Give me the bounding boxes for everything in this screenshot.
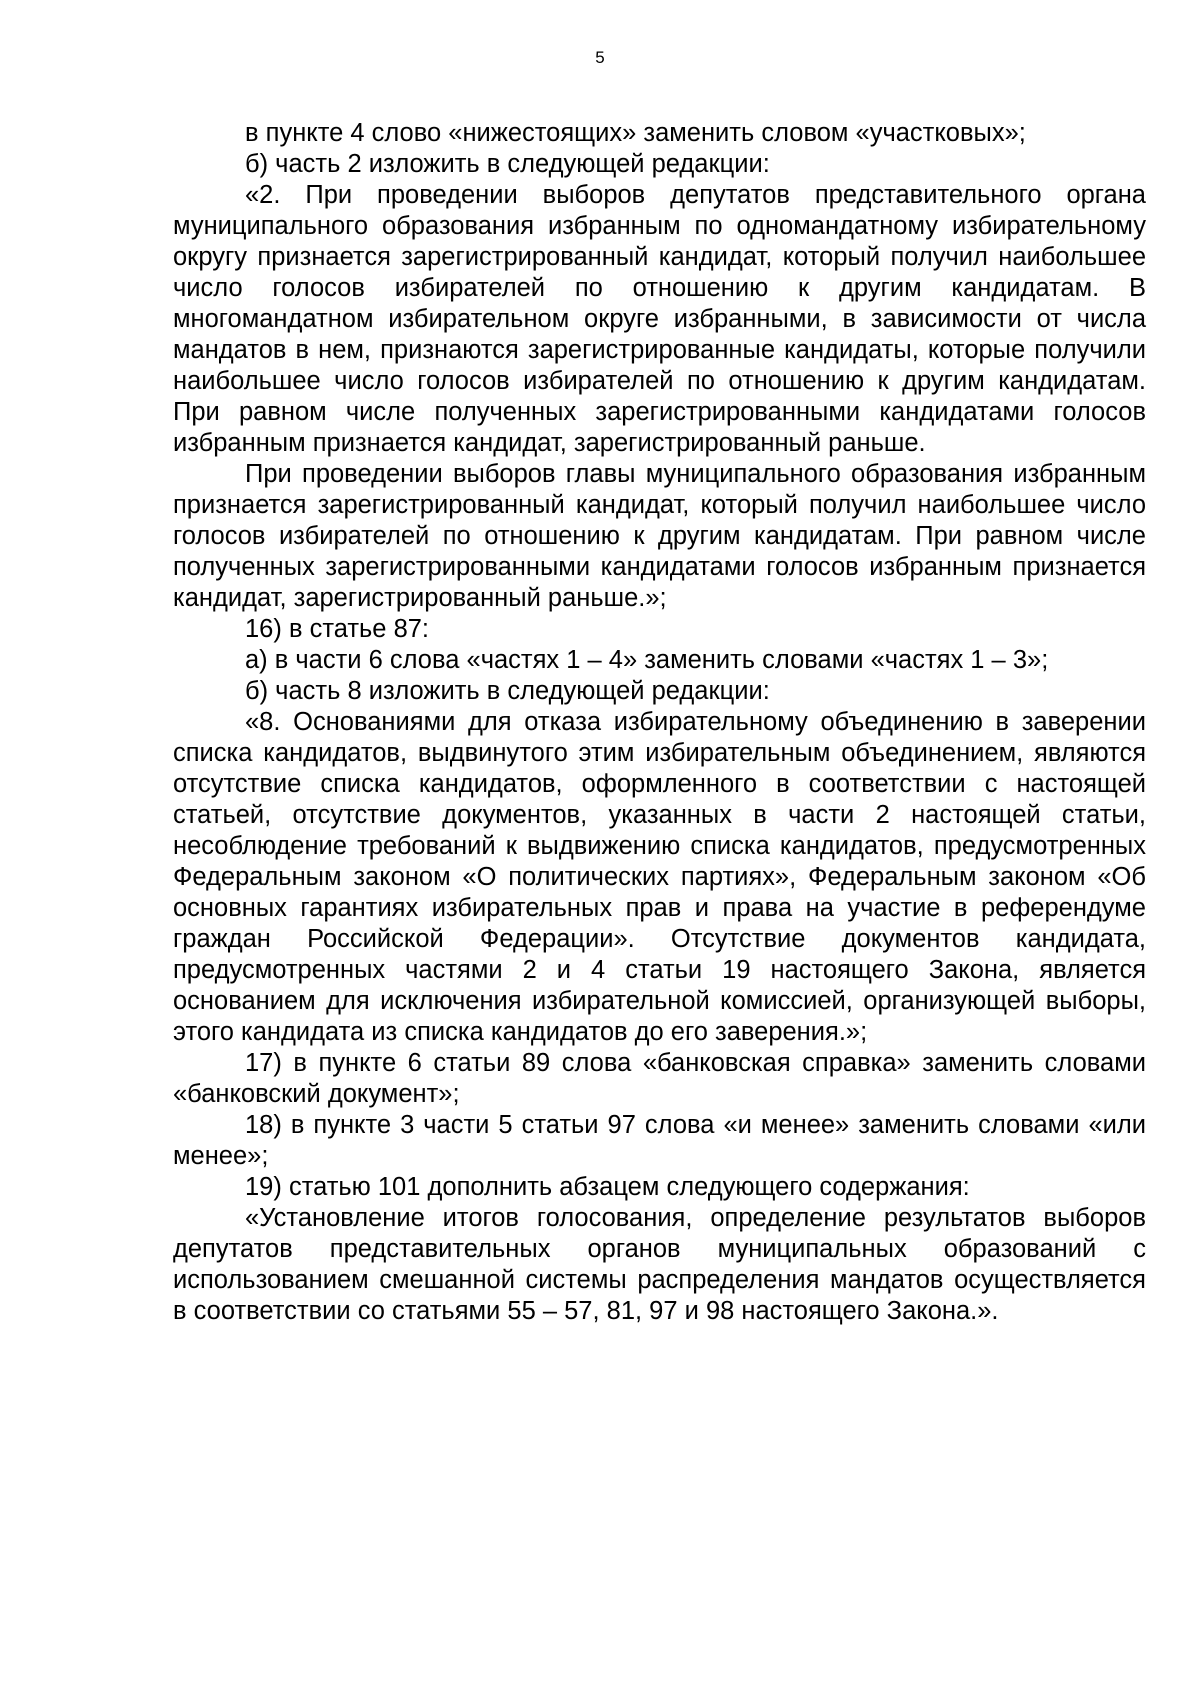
paragraph: 19) статью 101 дополнить абзацем следующего содержания:: [245, 1173, 970, 1201]
paragraph: При проведении выборов главы муниципального образования избранным признается зарегистрированный кандидат, который получил наибольшее число голосов избирателей по отношению к другим кандидатам. При равном числе полученных зарегистрированными кандидатами голосов избранным признается кандидат, зарегистрированный раньше.»;: [173, 460, 1146, 612]
page-number: 5: [595, 48, 605, 67]
paragraph: б) часть 2 изложить в следующей редакции:: [245, 150, 770, 178]
paragraph: а) в части 6 слова «частях 1 – 4» заменить словами «частях 1 – 3»;: [245, 646, 1049, 674]
paragraph: «2. При проведении выборов депутатов представительного органа муниципального образования избранным по одномандатному избирательному округу признается зарегистрированный кандидат, который получил наибольшее число голосов избирателей по отношению к другим кандидатам. В многомандатном избирательном округе избранными, в зависимости от числа мандатов в нем, признаются зарегистрированные кандидаты, которые получили наибольшее число голосов избирателей по отношению к другим кандидатам. При равном числе полученных зарегистрированными кандидатами голосов избранным признается кандидат, зарегистрированный раньше.: [173, 181, 1146, 457]
paragraph: 16) в статье 87:: [245, 615, 430, 643]
paragraph: в пункте 4 слово «нижестоящих» заменить словом «участковых»;: [245, 119, 1026, 147]
paragraph: б) часть 8 изложить в следующей редакции:: [245, 677, 770, 705]
paragraph: 18) в пункте 3 части 5 статьи 97 слова «и менее» заменить словами «или менее»;: [173, 1111, 1146, 1170]
paragraph: 17) в пункте 6 статьи 89 слова «банковская справка» заменить словами «банковский документ»;: [173, 1049, 1146, 1108]
paragraph: «8. Основаниями для отказа избирательному объединению в заверении списка кандидатов, выдвинутого этим избирательным объединением, являются отсутствие списка кандидатов, оформленного в соответствии с настоящей статьей, отсутствие документов, указанных в части 2 настоящей статьи, несоблюдение требований к выдвижению списка кандидатов, предусмотренных Федеральным законом «О политических партиях», Федеральным законом «Об основных гарантиях избирательных прав и права на участие в референдуме граждан Российской Федерации». Отсутствие документов кандидата, предусмотренных частями 2 и 4 статьи 19 настоящего Закона, является основанием для исключения избирательной комиссией, организующей выборы, этого кандидата из списка кандидатов до его заверения.»;: [173, 708, 1146, 1046]
document-body: [173, 118, 1146, 1327]
paragraph: «Установление итогов голосования, определение результатов выборов депутатов представительных органов муниципальных образований с использованием смешанной системы распределения мандатов осуществляется в соответствии со статьями 55 – 57, 81, 97 и 98 настоящего Закона.».: [173, 1204, 1146, 1325]
